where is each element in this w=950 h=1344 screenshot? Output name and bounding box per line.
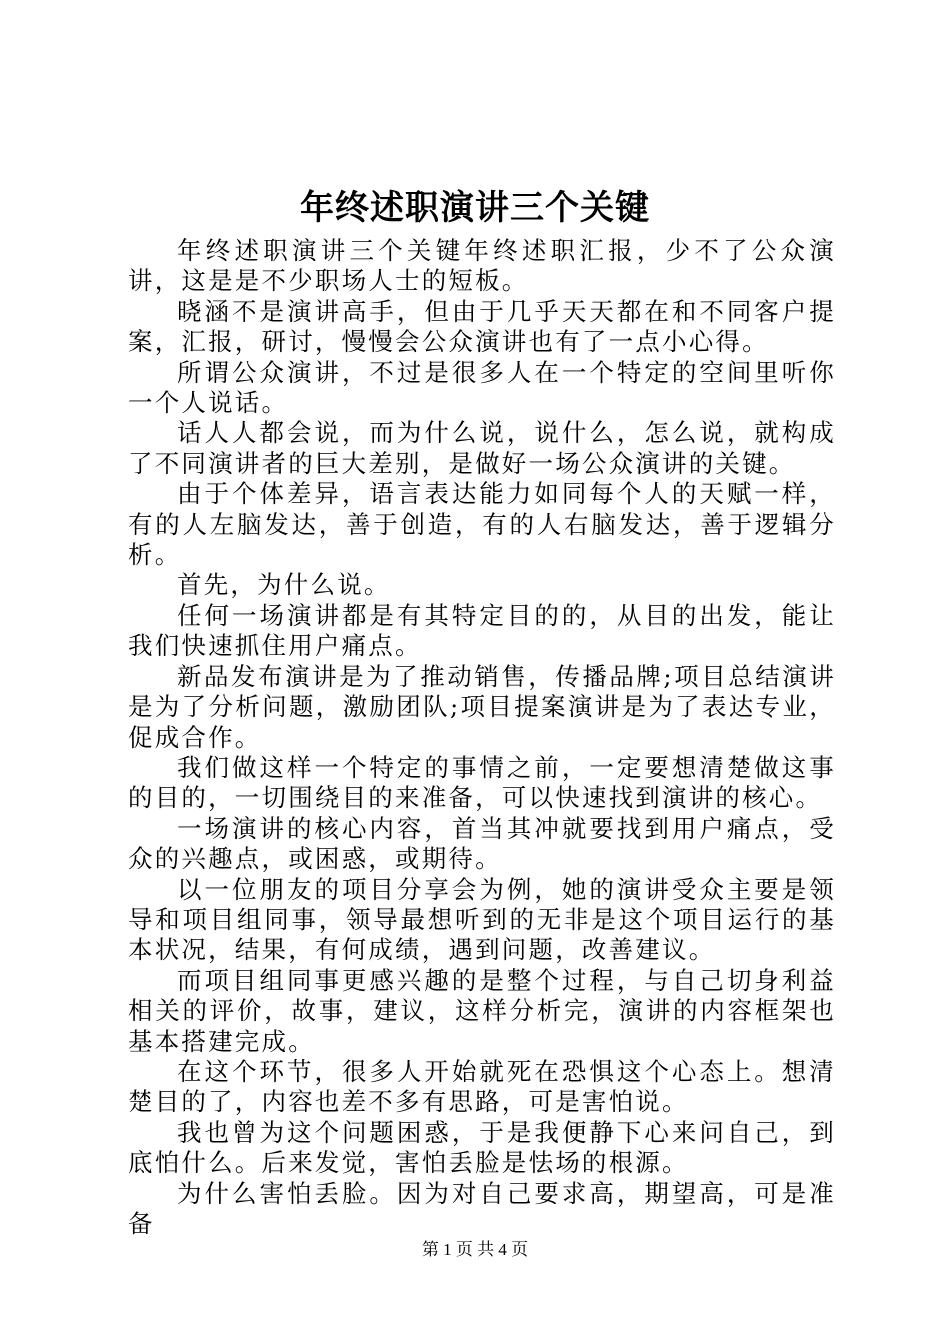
paragraph: 而项目组同事更感兴趣的是整个过程，与自己切身利益相关的评价，故事，建议，这样分析完，演讲的内容框架也基本搭建完成。 xyxy=(128,965,836,1056)
paragraph: 话人人都会说，而为什么说，说什么，怎么说，就构成了不同演讲者的巨大差别，是做好一场公众演讲的关键。 xyxy=(128,418,836,478)
paragraph: 所谓公众演讲，不过是很多人在一个特定的空间里听你一个人说话。 xyxy=(128,357,836,418)
paragraph: 我们做这样一个特定的事情之前，一定要想清楚做这事的目的，一切围绕目的来准备，可以快速找到演讲的核心。 xyxy=(128,752,836,813)
paragraph: 以一位朋友的项目分享会为例，她的演讲受众主要是领导和项目组同事，领导最想听到的无非是这个项目运行的基本状况，结果，有何成绩，遇到问题，改善建议。 xyxy=(128,874,836,965)
paragraph: 一场演讲的核心内容，首当其冲就要找到用户痛点，受众的兴趣点，或困惑，或期待。 xyxy=(128,813,836,874)
paragraph: 晓涵不是演讲高手，但由于几乎天天都在和不同客户提案，汇报，研讨，慢慢会公众演讲也有了一点小心得。 xyxy=(128,296,836,357)
paragraph: 任何一场演讲都是有其特定目的的，从目的出发，能让我们快速抓住用户痛点。 xyxy=(128,600,836,661)
paragraph: 新品发布演讲是为了推动销售，传播品牌;项目总结演讲是为了分析问题，激励团队;项目提案演讲是为了表达专业，促成合作。 xyxy=(128,661,836,752)
paragraph: 年终述职演讲三个关键年终述职汇报，少不了公众演讲，这是是不少职场人士的短板。 xyxy=(128,236,836,296)
document-title: 年终述职演讲三个关键 xyxy=(300,188,650,228)
paragraph: 在这个环节，很多人开始就死在恐惧这个心态上。想清楚目的了，内容也差不多有思路，可是害怕说。 xyxy=(128,1056,836,1117)
paragraph: 由于个体差异，语言表达能力如同每个人的天赋一样，有的人左脑发达，善于创造，有的人右脑发达，善于逻辑分析。 xyxy=(128,479,836,570)
page-footer: 第 1 页 共 4 页 xyxy=(421,1240,529,1259)
paragraph: 我也曾为这个问题困惑，于是我便静下心来问自己，到底怕什么。后来发觉，害怕丢脸是怯场的根源。 xyxy=(128,1117,836,1178)
paragraph: 为什么害怕丢脸。因为对自己要求高，期望高，可是准备 xyxy=(128,1178,836,1238)
document-body xyxy=(128,236,836,1239)
paragraph: 首先，为什么说。 xyxy=(177,570,391,600)
